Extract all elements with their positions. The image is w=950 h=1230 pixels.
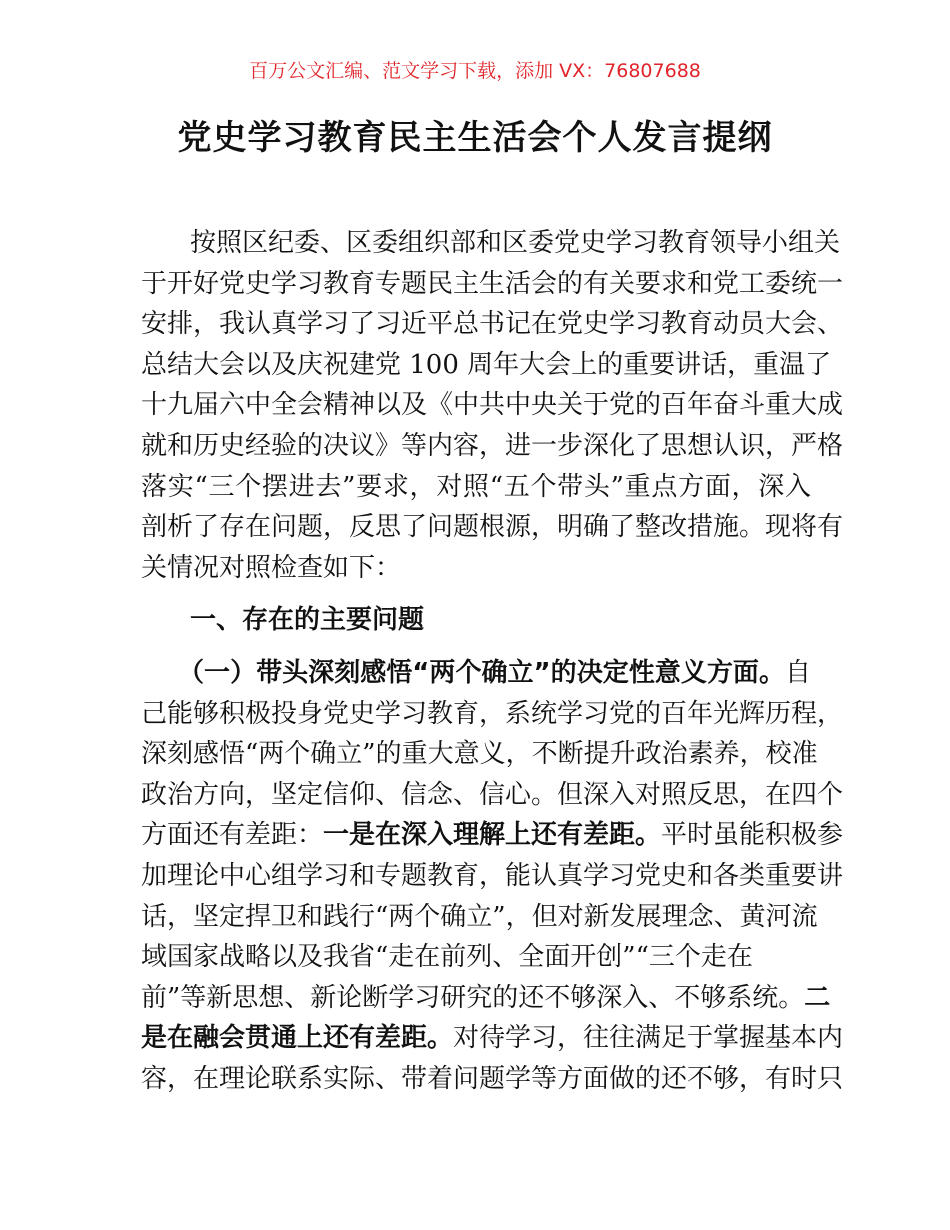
subsection-paragraph xyxy=(141,653,844,1100)
text-line: 十九届六中全会精神以及《中共中央关于党的百年奋斗重大成 xyxy=(141,390,844,421)
text-line: 深刻感悟“两个确立”的重大意义，不断提升政治素养，校准 xyxy=(141,739,818,770)
text-line: 剖析了存在问题，反思了问题根源，明确了整改措施。现将有 xyxy=(141,512,844,543)
text-line: 就和历史经验的决议》等内容，进一步深化了思想认识，严格 xyxy=(141,430,844,461)
text-span: 平时虽能积极参 xyxy=(661,820,844,851)
text-span: 前”等新思想、新论断学习研究的还不够深入、不够系统。 xyxy=(141,982,805,1013)
text-line: 于开好党史学习教育专题民主生活会的有关要求和党工委统一 xyxy=(141,268,844,299)
text-line: 关情况对照检查如下： xyxy=(141,552,402,583)
text-line xyxy=(141,978,831,1019)
watermark-banner: 百万公文汇编、范文学习下载，添加 VX：76807688 xyxy=(249,60,701,82)
text-line xyxy=(141,815,844,856)
bold-span: 是在融会贯通上还有差距。 xyxy=(141,1023,454,1054)
text-line: 落实“三个摆进去”要求，对照“五个带头”重点方面，深入 xyxy=(141,471,811,502)
section-heading xyxy=(141,600,811,641)
bold-span: 二 xyxy=(804,982,831,1013)
text-line: 政治方向，坚定信仰、信念、信心。但深入对照反思，在四个 xyxy=(141,779,844,810)
document-body xyxy=(141,223,844,1099)
text-line: 按照区纪委、区委组织部和区委党史学习教育领导小组关 xyxy=(190,228,841,258)
text-line: 加理论中心组学习和专题教育，能认真学习党史和各类重要讲 xyxy=(141,860,844,891)
text-line: 安排，我认真学习了习近平总书记在党史学习教育动员大会、 xyxy=(141,309,844,340)
intro-paragraph xyxy=(141,223,844,588)
text-line: 容，在理论联系实际、带着问题学等方面做的还不够，有时只 xyxy=(141,1063,844,1094)
text-line xyxy=(141,653,811,694)
text-span: 对待学习，往往满足于掌握基本内 xyxy=(453,1023,844,1054)
text-line: 话，坚定捍卫和践行“两个确立”，但对新发展理念、黄河流 xyxy=(141,901,818,932)
text-line: 总结大会以及庆祝建党 100 周年大会上的重要讲话，重温了 xyxy=(141,349,832,380)
text-span: 自 xyxy=(784,657,811,688)
section-heading-text: 一、存在的主要问题 xyxy=(190,605,425,636)
text-line: 域国家战略以及我省“走在前列、全面开创”“三个走在 xyxy=(141,942,753,973)
document-title: 党史学习教育民主生活会个人发言提纲 xyxy=(177,118,773,158)
bold-span: 一是在深入理解上还有差距。 xyxy=(323,820,662,851)
subsection-heading: （一）带头深刻感悟“两个确立”的决定性意义方面。 xyxy=(178,657,785,688)
text-line xyxy=(141,1018,844,1059)
text-span: 方面还有差距： xyxy=(141,820,324,851)
text-line: 己能够积极投身党史学习教育，系统学习党的百年光辉历程， xyxy=(141,698,844,729)
